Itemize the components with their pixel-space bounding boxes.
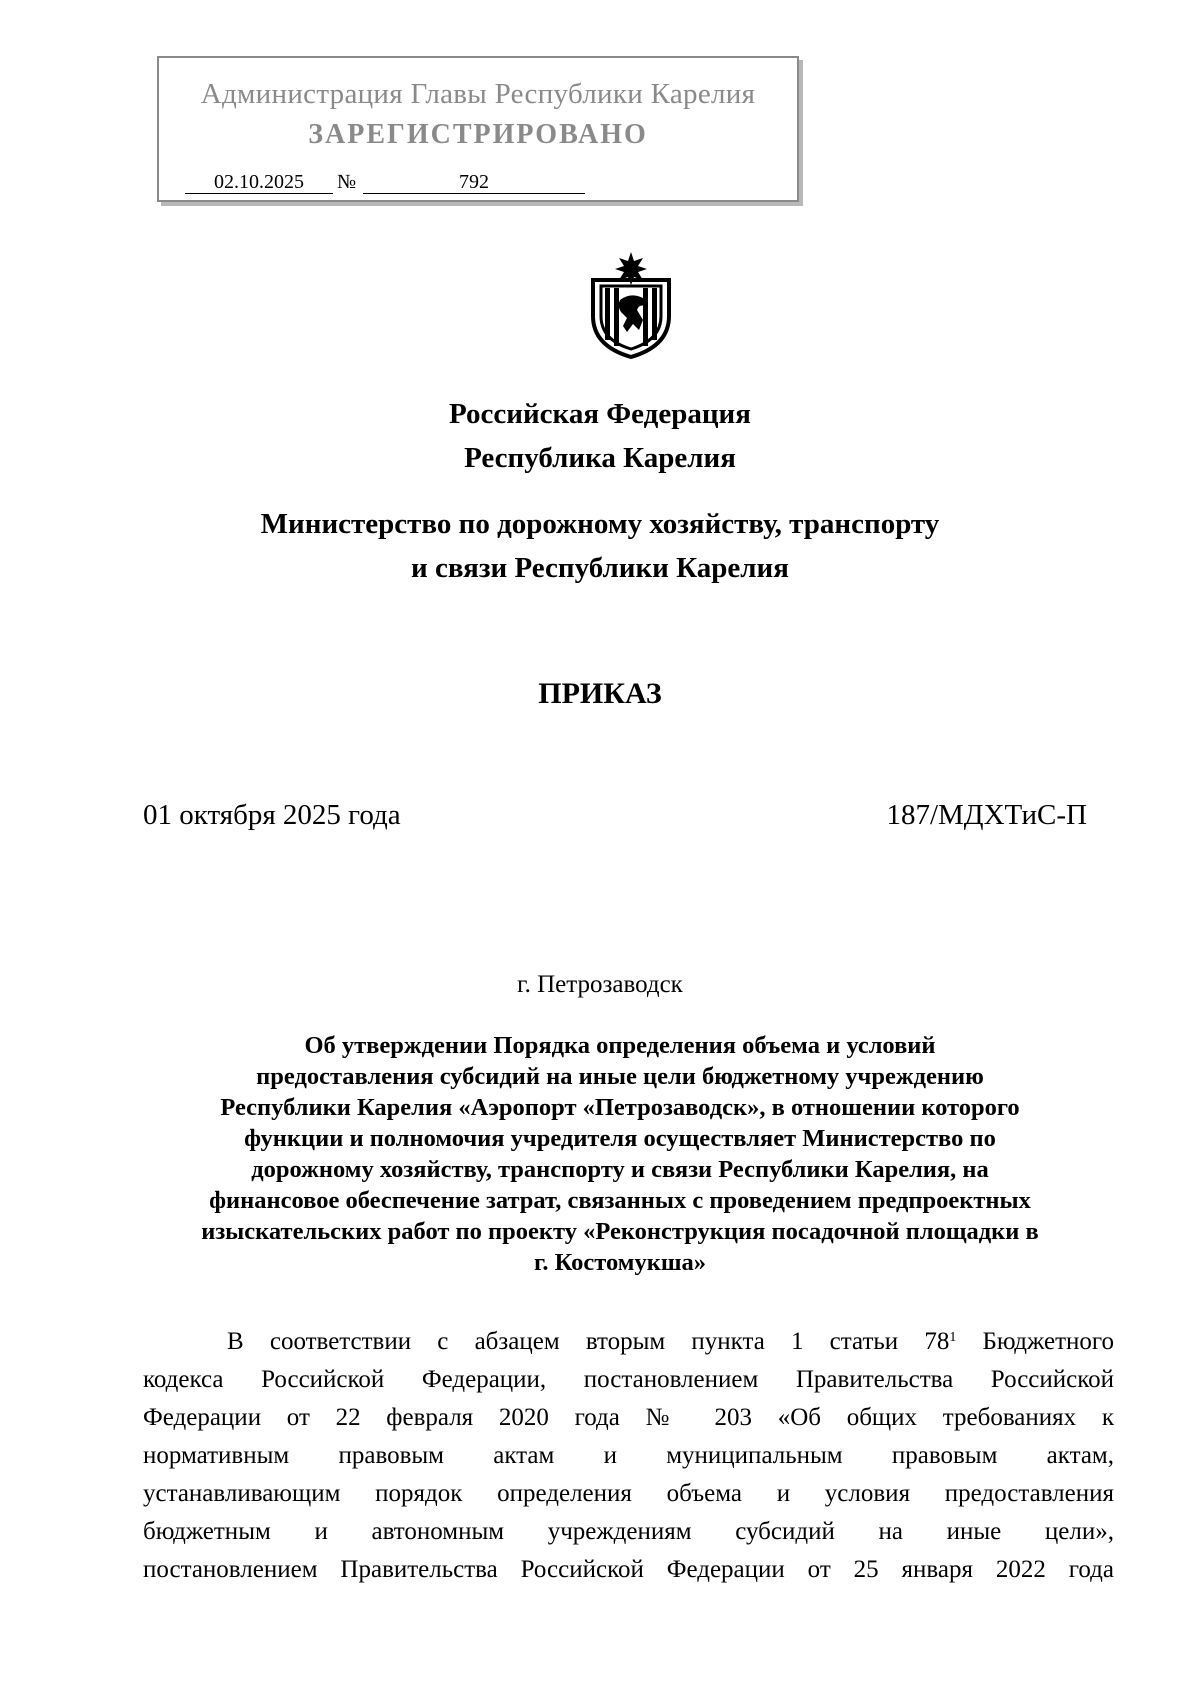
document-title bbox=[130, 1030, 1110, 1278]
header-ministry-line2: и связи Республики Карелия bbox=[411, 552, 789, 584]
body-line bbox=[143, 1323, 1114, 1361]
header-region: Республика Карелия bbox=[464, 442, 736, 474]
title-line: г. Костомукша» bbox=[533, 1249, 706, 1276]
title-line: функции и полномочия учредителя осуществляет Министерство по bbox=[244, 1125, 996, 1152]
body-line: нормативным правовым актам и муниципальным правовым актам, bbox=[143, 1442, 1114, 1469]
article-superscript: 1 bbox=[949, 1330, 957, 1345]
body-line-1-text: В соответствии с абзацем вторым пункта 1 статьи 78 bbox=[227, 1328, 950, 1355]
body-line: кодекса Российской Федерации, постановлением Правительства Российской bbox=[143, 1366, 1114, 1393]
header-country: Российская Федерация bbox=[449, 398, 751, 430]
body-line: Федерации от 22 февраля 2020 года № 203 «Об общих требованиях к bbox=[143, 1404, 1114, 1431]
title-line: финансовое обеспечение затрат, связанных с проведением предпроектных bbox=[209, 1187, 1031, 1214]
document-body bbox=[143, 1323, 1114, 1589]
stamp-organization: Администрация Главы Республики Карелия bbox=[200, 78, 756, 110]
body-line: бюджетным и автономным учреждениям субсидий на иные цели», bbox=[143, 1518, 1114, 1545]
order-city: г. Петрозаводск bbox=[517, 971, 683, 998]
registration-stamp bbox=[157, 56, 799, 202]
document-type: ПРИКАЗ bbox=[538, 677, 662, 710]
header-ministry-line1: Министерство по дорожному хозяйству, транспорту bbox=[260, 508, 940, 540]
title-line: Республики Карелия «Аэропорт «Петрозаводск», в отношении которого bbox=[220, 1094, 1020, 1121]
title-line: изыскательских работ по проекту «Реконструкция посадочной площадки в bbox=[201, 1218, 1039, 1245]
order-date: 01 октября 2025 года bbox=[143, 799, 401, 831]
body-line: постановлением Правительства Российской Федерации от 25 января 2022 года bbox=[143, 1556, 1114, 1583]
title-line: дорожному хозяйству, транспорту и связи Республики Карелия, на bbox=[251, 1156, 989, 1183]
order-number: 187/МДХТиС-П bbox=[886, 799, 1087, 831]
body-line: устанавливающим порядок определения объема и условия предоставления bbox=[143, 1480, 1114, 1507]
karelia-coat-of-arms-icon bbox=[583, 250, 679, 360]
stamp-number-sign: № bbox=[337, 171, 357, 193]
stamp-number: 792 bbox=[363, 171, 585, 194]
body-line-1-end: Бюджетного bbox=[982, 1328, 1115, 1355]
title-line: предоставления субсидий на иные цели бюджетному учреждению bbox=[256, 1063, 984, 1090]
stamp-date: 02.10.2025 bbox=[185, 171, 333, 194]
stamp-status: ЗАРЕГИСТРИРОВАНО bbox=[308, 119, 648, 150]
title-line: Об утверждении Порядка определения объема и условий bbox=[304, 1032, 936, 1059]
